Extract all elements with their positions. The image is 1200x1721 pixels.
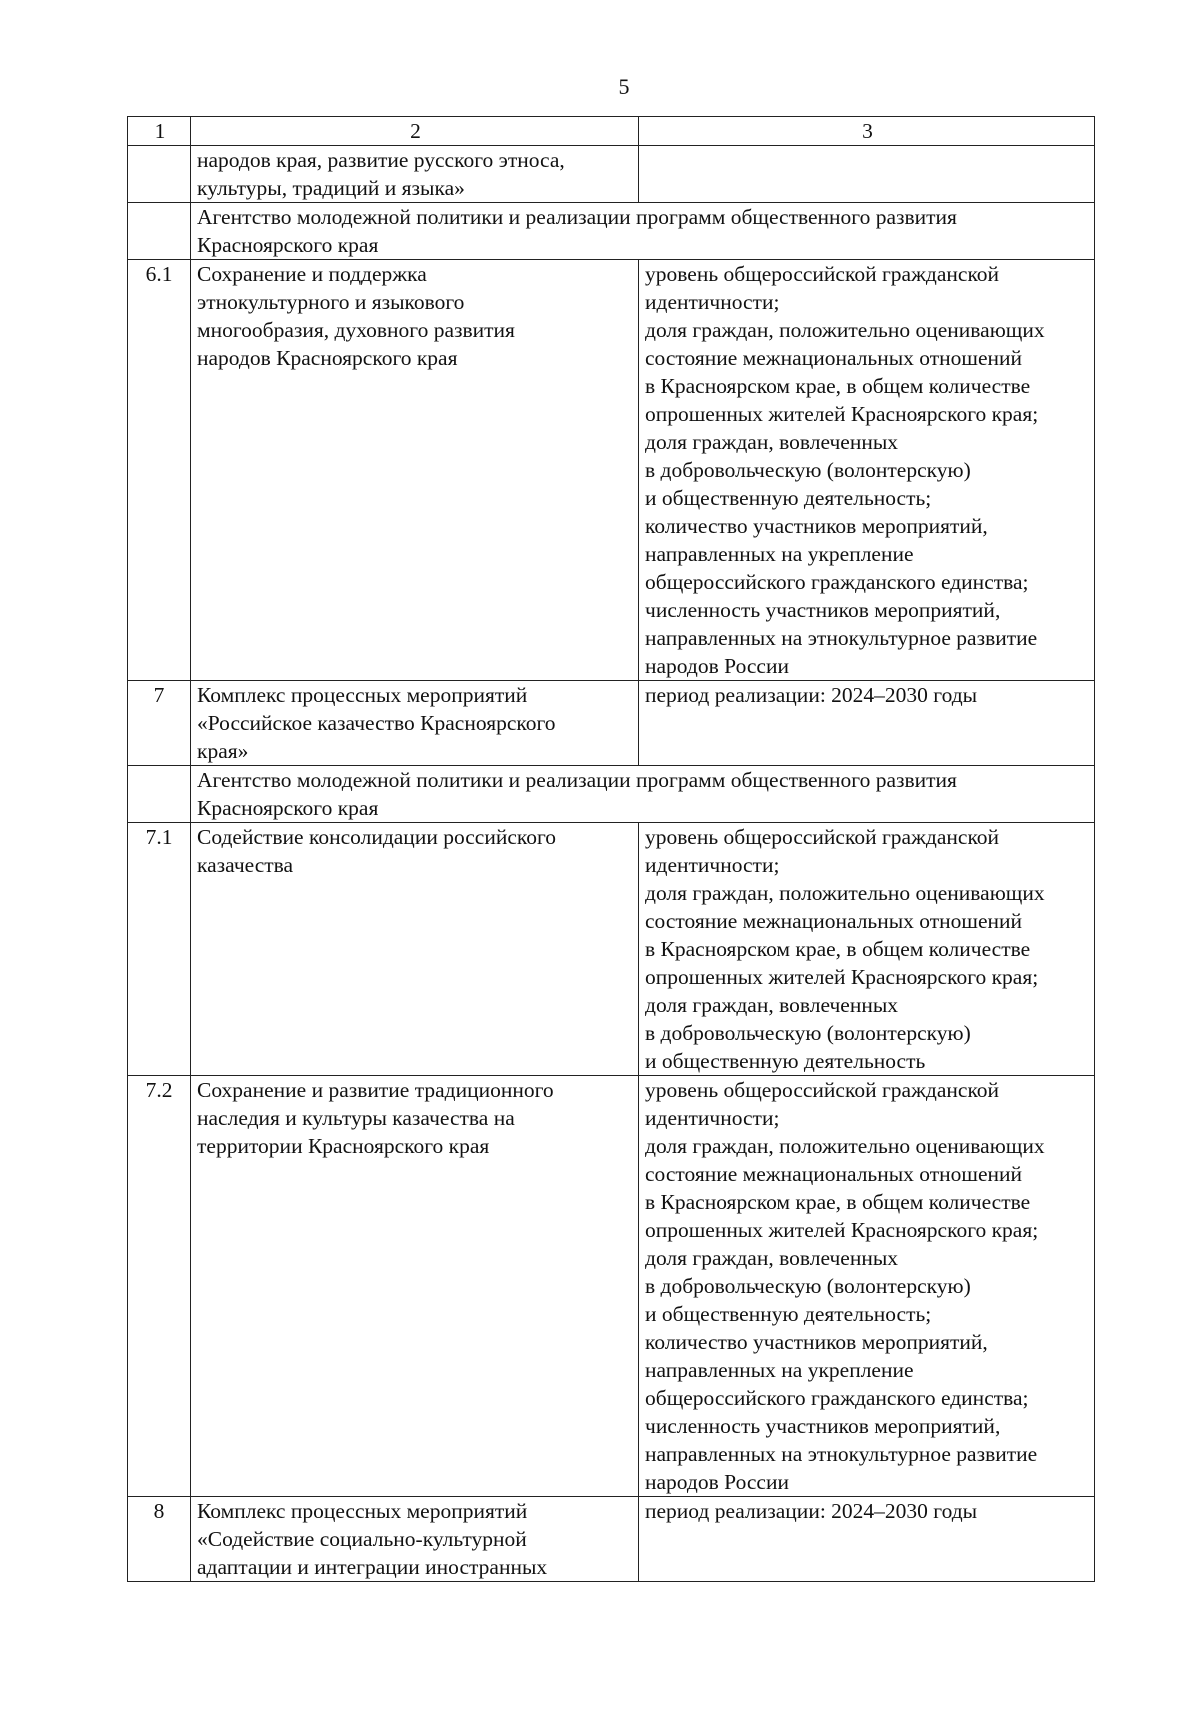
- activity-name: Комплекс процессных мероприятий «Содействие социально-культурной адаптации и интеграции иностранных: [191, 1497, 639, 1582]
- header-cell-2: 2: [191, 117, 639, 146]
- indicators: [639, 146, 1095, 203]
- indicators: период реализации: 2024–2030 годы: [639, 681, 1095, 766]
- agency-name: Агентство молодежной политики и реализации программ общественного развития Красноярского края: [191, 203, 1095, 260]
- table-row: [128, 681, 1095, 766]
- agency-row: [128, 766, 1095, 823]
- activity-name: Содействие консолидации российского казачества: [191, 823, 639, 1076]
- row-number: [128, 146, 191, 203]
- row-number: 7.1: [128, 823, 191, 1076]
- activity-name: Комплекс процессных мероприятий «Российское казачество Красноярского края»: [191, 681, 639, 766]
- document-table: [127, 116, 1095, 1582]
- activity-name: Сохранение и развитие традиционного наследия и культуры казачества на территории Красноярского края: [191, 1076, 639, 1497]
- table-row: [128, 1497, 1095, 1582]
- row-number: 6.1: [128, 260, 191, 681]
- indicators: период реализации: 2024–2030 годы: [639, 1497, 1095, 1582]
- indicators: уровень общероссийской гражданской идентичности; доля граждан, положительно оценивающих состояние межнациональных отношений в Красноярском крае, в общем количестве опрошенных жителей Красноярского края; доля граждан, вовлеченных в добровольческую (волонтерскую) и общественную деятельность: [639, 823, 1095, 1076]
- agency-row: [128, 203, 1095, 260]
- table-row: [128, 146, 1095, 203]
- activity-name: народов края, развитие русского этноса, культуры, традиций и языка»: [191, 146, 639, 203]
- page-number: 5: [618, 74, 630, 99]
- row-number: [128, 766, 191, 823]
- row-number: 7.2: [128, 1076, 191, 1497]
- row-number: [128, 203, 191, 260]
- activity-name: Сохранение и поддержка этнокультурного и языкового многообразия, духовного развития народов Красноярского края: [191, 260, 639, 681]
- row-number: 7: [128, 681, 191, 766]
- table-header-row: [128, 117, 1095, 146]
- table-row: [128, 823, 1095, 1076]
- indicators: уровень общероссийской гражданской идентичности; доля граждан, положительно оценивающих состояние межнациональных отношений в Красноярском крае, в общем количестве опрошенных жителей Красноярского края; доля граждан, вовлеченных в добровольческую (волонтерскую) и общественную деятельность; количество участников мероприятий, направленных на укрепление общероссийского гражданского единства; численность участников мероприятий, направленных на этнокультурное развитие народов России: [639, 260, 1095, 681]
- table-row: [128, 260, 1095, 681]
- row-number: 8: [128, 1497, 191, 1582]
- header-cell-1: 1: [128, 117, 191, 146]
- header-cell-3: 3: [639, 117, 1095, 146]
- table-body: [128, 117, 1095, 1582]
- indicators: уровень общероссийской гражданской идентичности; доля граждан, положительно оценивающих состояние межнациональных отношений в Красноярском крае, в общем количестве опрошенных жителей Красноярского края; доля граждан, вовлеченных в добровольческую (волонтерскую) и общественную деятельность; количество участников мероприятий, направленных на укрепление общероссийского гражданского единства; численность участников мероприятий, направленных на этнокультурное развитие народов России: [639, 1076, 1095, 1497]
- table-row: [128, 1076, 1095, 1497]
- agency-name: Агентство молодежной политики и реализации программ общественного развития Красноярского края: [191, 766, 1095, 823]
